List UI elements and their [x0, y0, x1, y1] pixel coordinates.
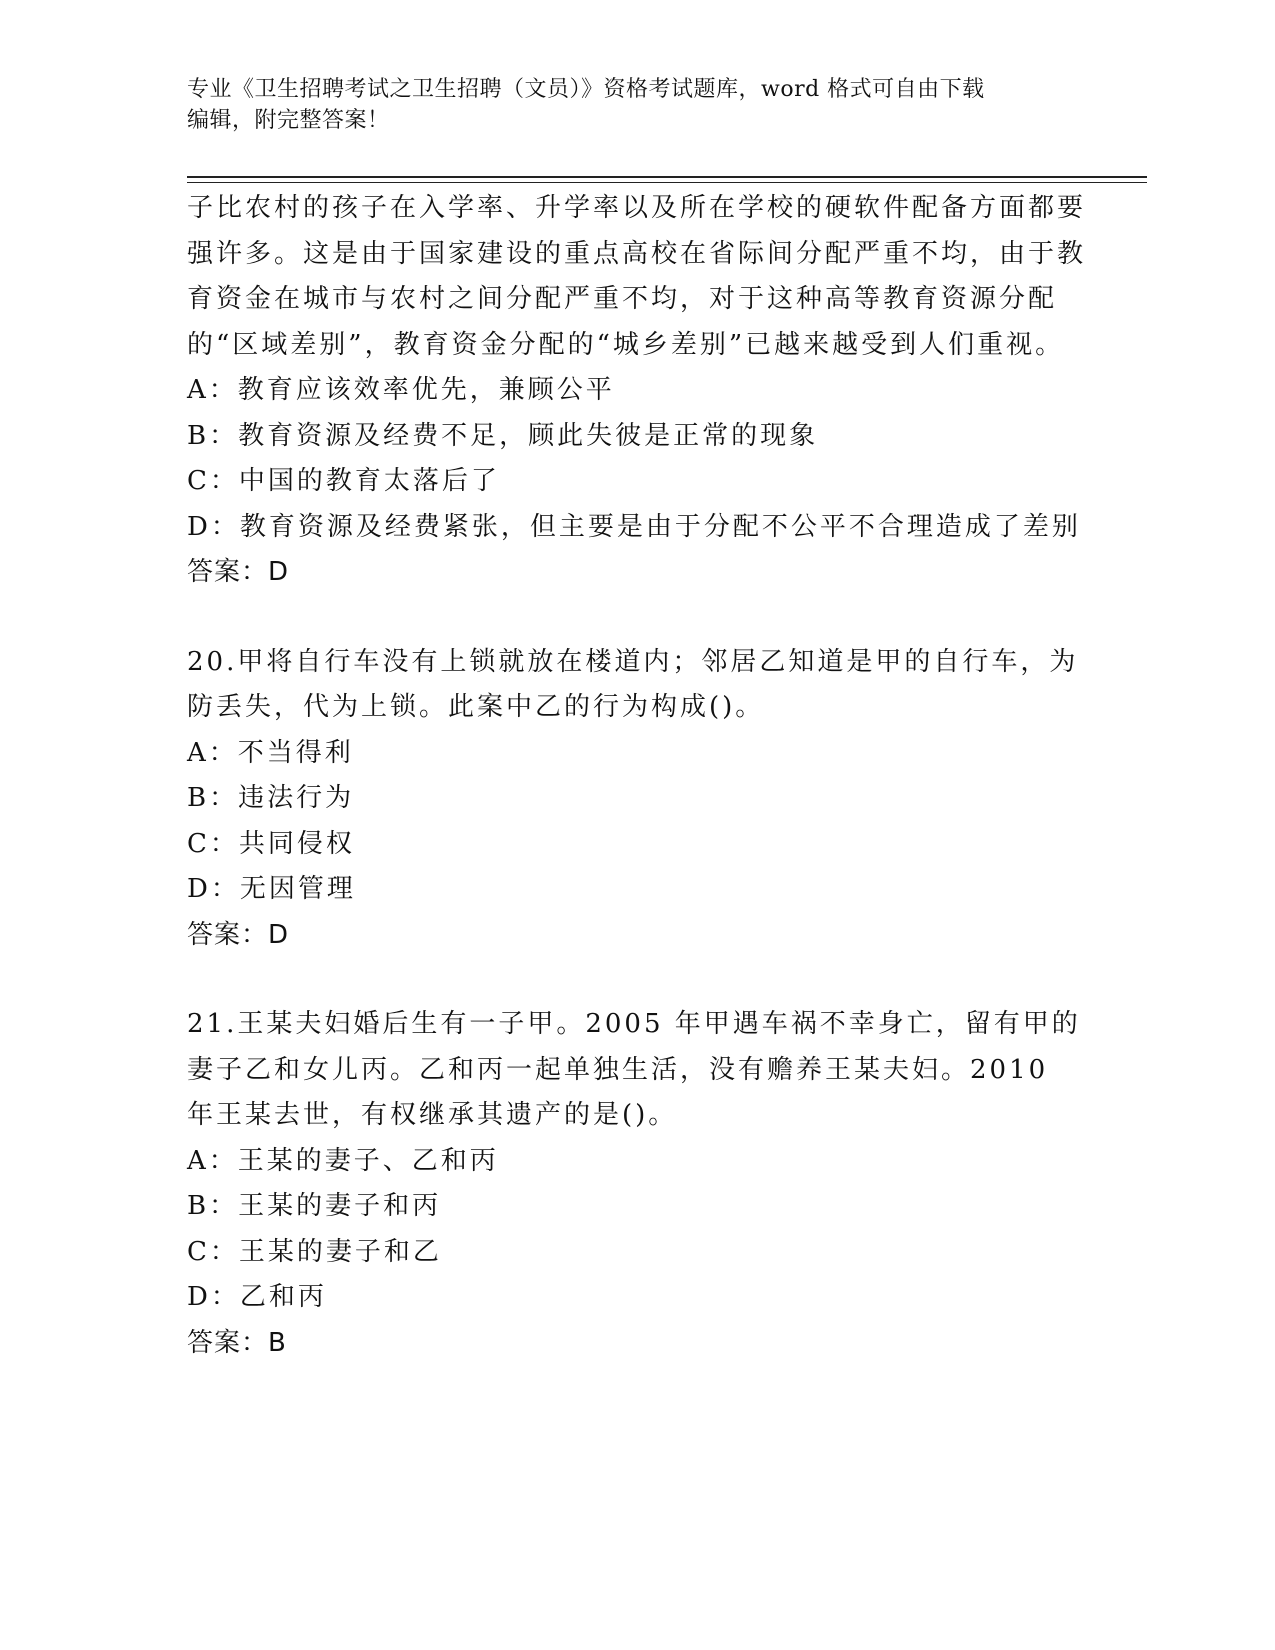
- option-b: B：违法行为: [187, 783, 355, 813]
- option-a: A：教育应该效率优先，兼顾公平: [187, 375, 615, 405]
- spacer: [187, 596, 1087, 640]
- answer: 答案：B: [187, 1327, 287, 1358]
- spacer: [187, 958, 1087, 1002]
- question-block-19: [187, 186, 1087, 596]
- option-a: A：不当得利: [187, 737, 354, 768]
- option-a: A：王某的妻子、乙和丙: [187, 1145, 499, 1176]
- option-d: D：教育资源及经费紧张，但主要是由于分配不公平不合理造成了差别: [187, 511, 1081, 542]
- option-c: C：共同侵权: [187, 828, 355, 859]
- option-c: C：王某的妻子和乙: [187, 1236, 442, 1267]
- document-body: [187, 186, 1087, 1366]
- option-b: B：教育资源及经费不足，顾此失彼是正常的现象: [187, 420, 819, 451]
- question-text: 21.王某夫妇婚后生有一子甲。2005 年甲遇车祸不幸身亡，留有甲的妻子乙和女儿丙。乙和丙一起单独生活，没有赡养王某夫妇。2010 年王某去世，有权继承其遗产的是()。: [187, 1009, 1081, 1130]
- option-b: B：王某的妻子和丙: [187, 1191, 442, 1221]
- header-line-2: 编辑，附完整答案！: [187, 108, 390, 133]
- document-header: [187, 74, 1087, 136]
- option-c: C：中国的教育太落后了: [187, 466, 500, 496]
- question-block-20: [187, 640, 1087, 959]
- question-text: 20.甲将自行车没有上锁就放在楼道内；邻居乙知道是甲的自行车，为防丢失，代为上锁。此案中乙的行为构成()。: [187, 646, 1079, 722]
- header-divider: [187, 176, 1147, 183]
- option-d: D：无因管理: [187, 874, 356, 904]
- answer: 答案：D: [187, 919, 290, 950]
- question-block-21: [187, 1002, 1087, 1366]
- question-text: 子比农村的孩子在入学率、升学率以及所在学校的硬软件配备方面都要强许多。这是由于国家建设的重点高校在省际间分配严重不均，由于教育资金在城市与农村之间分配严重不均，对于这种高等教育资源分配的“区域差别”，教育资金分配的“城乡差别”已越来越受到人们重视。: [187, 193, 1087, 360]
- answer: 答案：D: [187, 557, 290, 587]
- option-d: D：乙和丙: [187, 1282, 327, 1312]
- header-line-1: 专业《卫生招聘考试之卫生招聘（文员）》资格考试题库，word 格式可自由下载: [187, 77, 985, 102]
